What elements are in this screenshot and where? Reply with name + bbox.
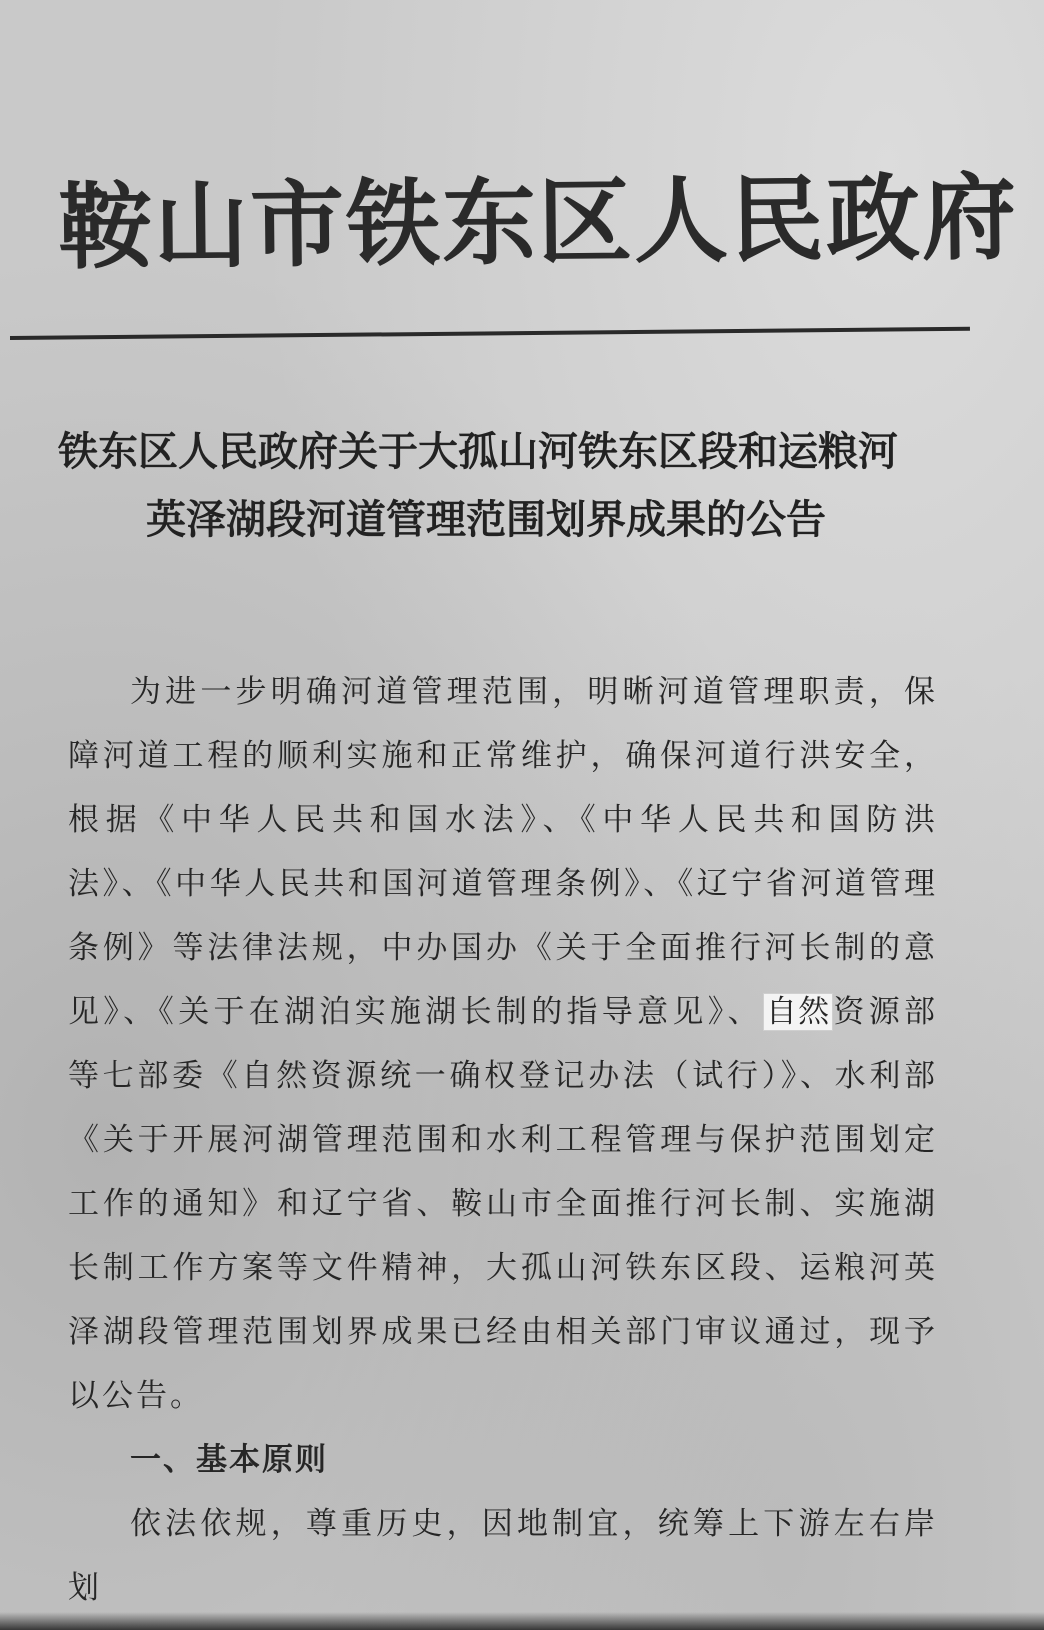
- body-paragraph-1: [68, 660, 938, 1428]
- section-heading-basic-principles: 一、基本原则: [130, 1442, 328, 1478]
- paragraph-1-text-after: 资源部等七部委《自然资源统一确权登记办法（试行）》、水利部《关于开展河湖管理范围和水利工程管理与保护范围划定工作的通知》和辽宁省、鞍山市全面推行河长制、实施湖长制工作方案等文件精神，大孤山河铁东区段、运粮河英泽湖段管理范围划界成果已经由相关部门审议通过，现予以公告。: [68, 994, 939, 1414]
- document-title-line-2: 英泽湖段河道管理范围划界成果的公告: [146, 497, 826, 543]
- body-paragraph-2: 依法依规，尊重历史，因地制宜，统筹上下游左右岸划: [68, 1506, 938, 1606]
- document-title: [58, 418, 958, 554]
- page-bottom-edge-shadow: [0, 1612, 1044, 1630]
- text-selection-highlight[interactable]: 自然: [763, 993, 834, 1031]
- letterhead-divider-rule: [10, 327, 970, 340]
- document-body: [68, 660, 938, 1620]
- document-title-line-1: 铁东区人民政府关于大孤山河铁东区段和运粮河: [58, 429, 898, 475]
- paragraph-1-text-before: 为进一步明确河道管理范围，明晰河道管理职责，保障河道工程的顺利实施和正常维护，确保河道行洪安全，根据《中华人民共和国水法》、《中华人民共和国防洪法》、《中华人民共和国河道管理条例》、《辽宁省河道管理条例》等法律法规，中办国办《关于全面推行河长制的意见》、《关于在湖泊实施湖长制的指导意见》、: [68, 674, 938, 1030]
- letterhead-org-name: 鞍山市铁东区人民政府: [57, 162, 1019, 283]
